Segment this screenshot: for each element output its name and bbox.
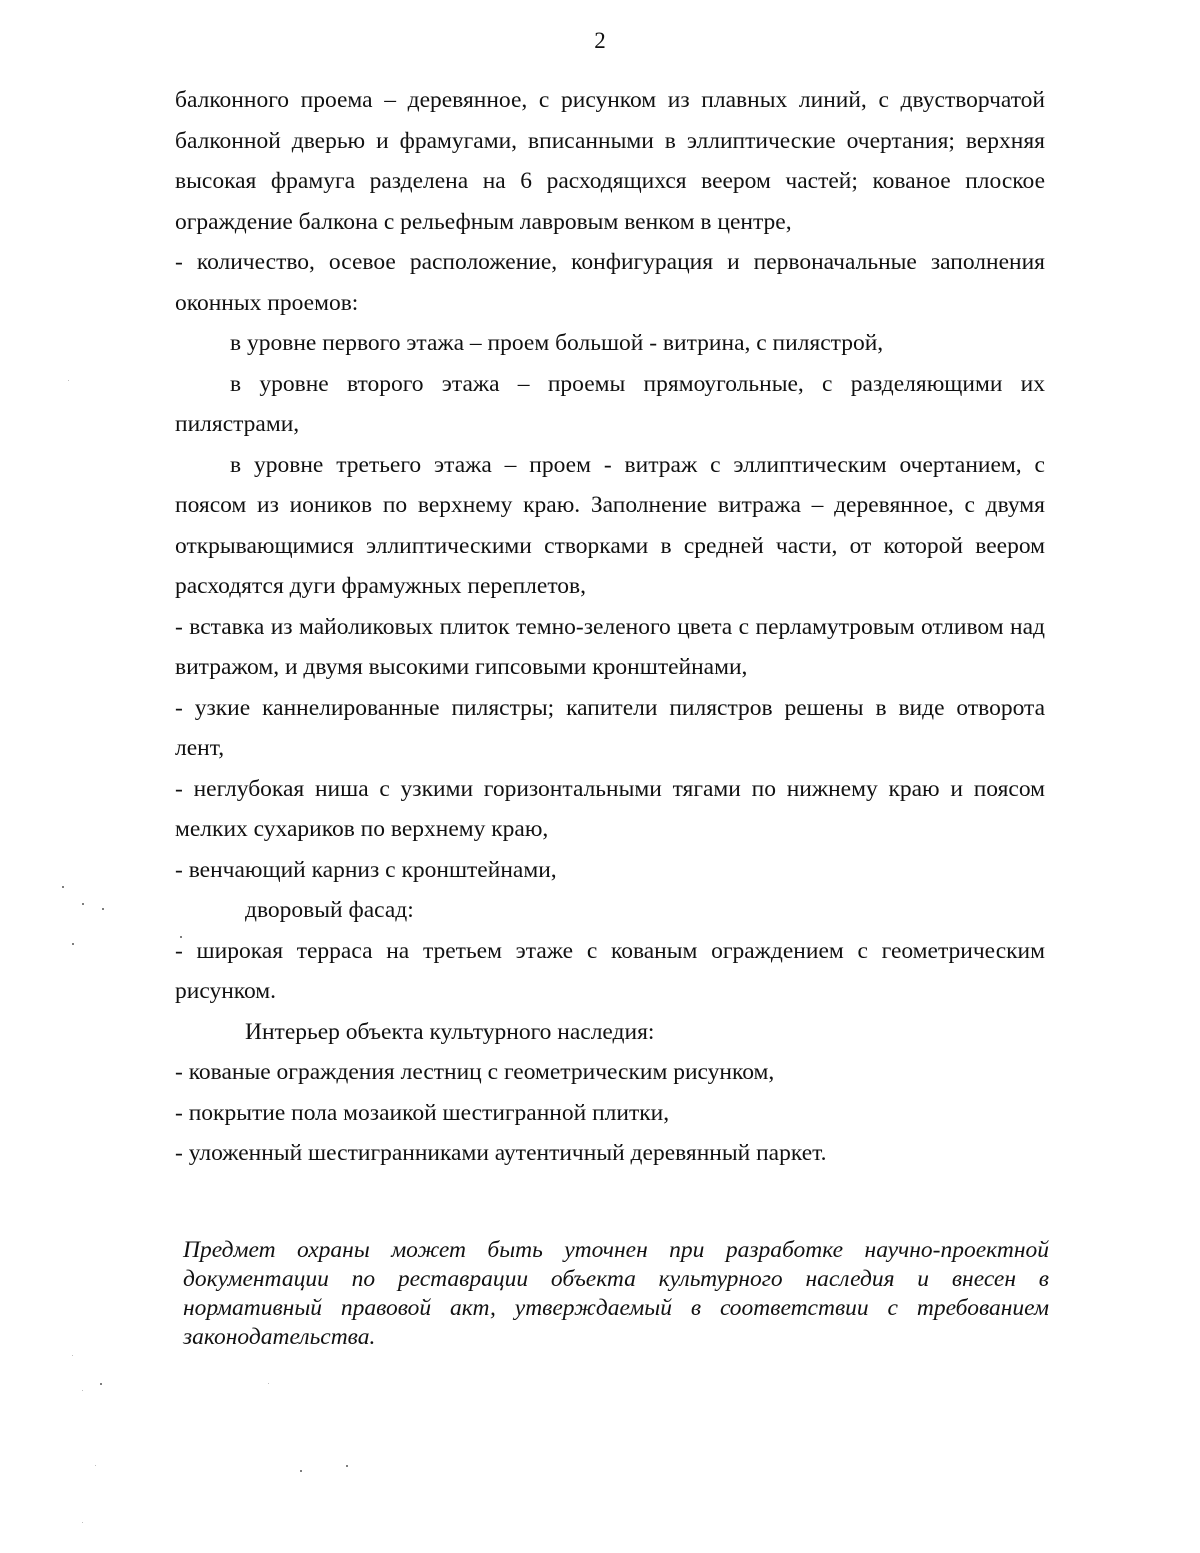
paragraph-niche: - неглубокая ниша с узкими горизонтальными тягами по нижнему краю и поясом мелких сухариков по верхнему краю, [175, 775, 1045, 842]
document-body [175, 80, 1045, 1174]
scan-speck [82, 1390, 83, 1391]
scan-speck [346, 1465, 348, 1467]
scan-speck [268, 1383, 269, 1384]
scan-speck [100, 1383, 102, 1385]
scan-speck [68, 380, 69, 381]
scan-speck [62, 886, 64, 888]
paragraph-stair-railings: - кованые ограждения лестниц с геометрическим рисунком, [175, 1059, 775, 1085]
paragraph-courtyard-facade: дворовый фасад: [245, 897, 414, 923]
paragraph-second-floor: в уровне второго этажа – проемы прямоугольные, с разделяющими их пилястрами, [175, 370, 1045, 437]
page-number: 2 [594, 28, 606, 53]
paragraph-interior-heading: Интерьер объекта культурного наследия: [245, 1018, 655, 1045]
paragraph-balcony-opening: балконного проема – деревянное, с рисунком из плавных линий, с двустворчатой балконной дверью и фрамугами, вписанными в эллиптические очертания; верхняя высокая фрамуга разделена на 6 расходящихся веером частей; кованое плоское ограждение балкона с рельефным лавровым венком в центре, [175, 87, 1045, 235]
scan-speck [102, 908, 104, 910]
paragraph-parquet: - уложенный шестигранниками аутентичный деревянный паркет. [175, 1140, 827, 1166]
paragraph-third-floor: в уровне третьего этажа – проем - витраж с эллиптическим очертанием, с поясом из иоников по верхнему краю. Заполнение витража – деревянное, с двумя открывающимися эллиптическими створками в средней части, от которой веером расходятся дуги фрамужных переплетов, [175, 451, 1045, 599]
paragraph-cornice: - венчающий карниз с кронштейнами, [175, 856, 557, 883]
paragraph-pilasters: - узкие каннелированные пилястры; капители пилястров решены в виде отворота лент, [175, 694, 1045, 761]
italic-note: Предмет охраны может быть уточнен при разработке научно-проектной документации по реставрации объекта культурного наследия и внесен в нормативный правовой акт, утверждаемый в соответствии с требованием законодательства. [183, 1237, 1049, 1350]
scan-speck [180, 936, 182, 938]
scan-speck [72, 1355, 73, 1356]
scan-speck [72, 943, 74, 945]
scan-speck [82, 903, 84, 905]
paragraph-window-openings: - количество, осевое расположение, конфигурация и первоначальные заполнения оконных проемов: [175, 249, 1045, 316]
paragraph-terrace: - широкая терраса на третьем этаже с кованым ограждением с геометрическим рисунком. [175, 937, 1045, 1004]
paragraph-first-floor: в уровне первого этажа – проем большой - витрина, с пилястрой, [230, 330, 884, 356]
paragraph-floor-mosaic: - покрытие пола мозаикой шестигранной плитки, [175, 1099, 670, 1126]
paragraph-majolica-insert: - вставка из майоликовых плиток темно-зеленого цвета с перламутровым отливом над витражом, и двумя высокими гипсовыми кронштейнами, [175, 613, 1045, 680]
scan-speck [95, 1465, 96, 1466]
scan-speck [82, 1522, 83, 1523]
scan-speck [300, 1470, 302, 1472]
